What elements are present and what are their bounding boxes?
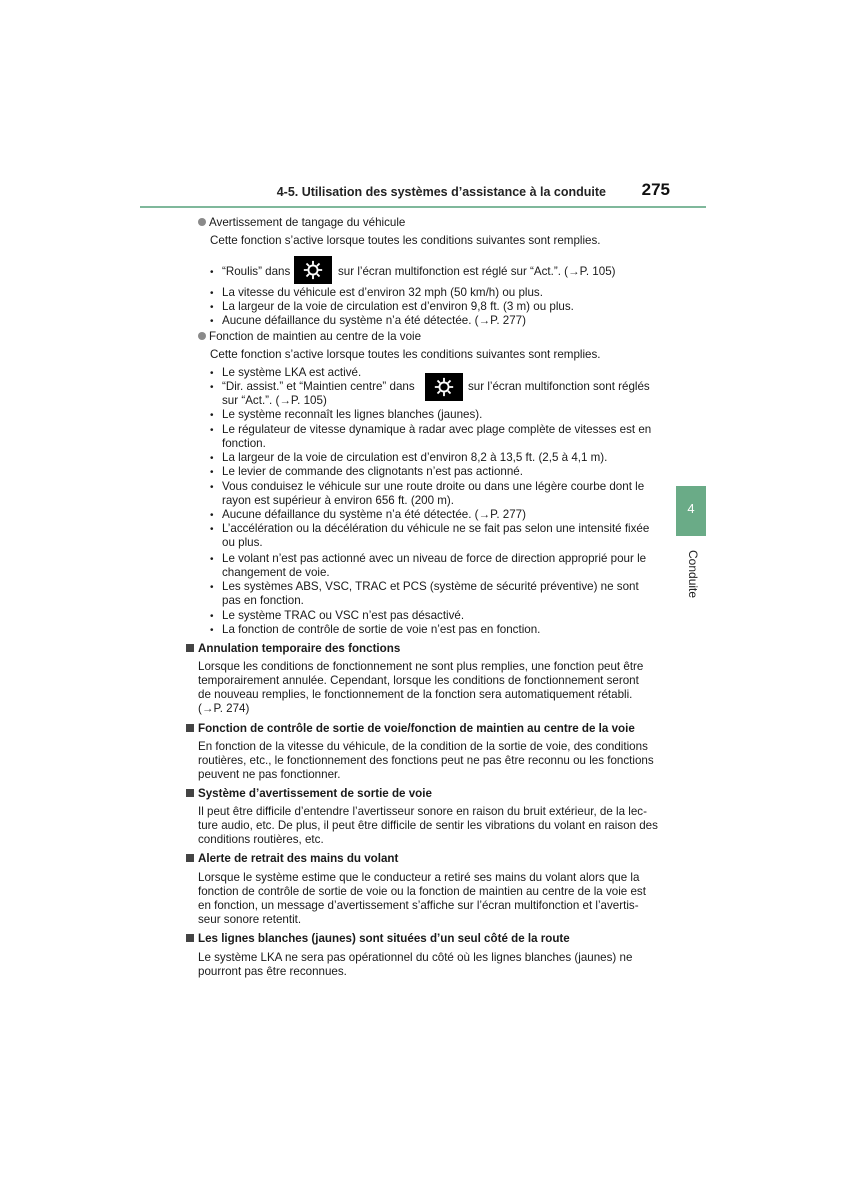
list-bullet: •	[210, 316, 214, 327]
list-bullet: •	[210, 625, 214, 636]
list-item-cont: rayon est supérieur à environ 656 ft. (200 m).	[222, 494, 454, 507]
header-rule	[140, 206, 706, 208]
paragraph-line: Il peut être difficile d’entendre l’avertisseur sonore en raison du bruit extérieur, de la lec-	[198, 805, 647, 818]
list-item-cont: pas en fonction.	[222, 594, 304, 607]
list-item: Les systèmes ABS, VSC, TRAC et PCS (système de sécurité préventive) ne sont	[222, 580, 639, 593]
paragraph-line: temporairement annulée. Cependant, lorsque les conditions de fonctionnement seront	[198, 674, 639, 687]
page-number: 275	[641, 180, 670, 199]
paragraph: Cette fonction s’active lorsque toutes les conditions suivantes sont remplies.	[210, 348, 601, 361]
paragraph-line: Lorsque les conditions de fonctionnement ne sont plus remplies, une fonction peut être	[198, 660, 644, 673]
list-item-cont: sur l’écran multifonction est réglé sur “Act.”. (→P. 105)	[338, 265, 616, 278]
list-bullet: •	[210, 467, 214, 478]
list-item: La fonction de contrôle de sortie de voie n’est pas en fonction.	[222, 623, 541, 636]
paragraph-line: conditions routières, etc.	[198, 833, 324, 846]
paragraph: Cette fonction s’active lorsque toutes les conditions suivantes sont remplies.	[210, 234, 601, 247]
settings-gear-icon	[294, 256, 332, 284]
list-item: Vous conduisez le véhicule sur une route droite ou dans une légère courbe dont le	[222, 480, 645, 493]
list-bullet: •	[210, 611, 214, 622]
list-item: Le régulateur de vitesse dynamique à radar avec plage complète de vitesses est en	[222, 423, 652, 436]
list-bullet: •	[210, 288, 214, 299]
list-item-cont: sur l’écran multifonction sont réglés	[468, 380, 650, 393]
list-item: Le système reconnaît les lignes blanches (jaunes).	[222, 408, 483, 421]
list-bullet: •	[210, 368, 214, 379]
square-bullet-icon	[186, 724, 194, 732]
list-item: La largeur de la voie de circulation est d’environ 9,8 ft. (3 m) ou plus.	[222, 300, 574, 313]
list-item: Le levier de commande des clignotants n’est pas actionné.	[222, 465, 523, 478]
list-item-cont: ou plus.	[222, 536, 263, 549]
paragraph-line: routières, etc., le fonctionnement des fonctions peut ne pas être reconnu ou les fonctions	[198, 754, 654, 767]
subsection-heading: Avertissement de tangage du véhicule	[198, 216, 405, 230]
list-bullet: •	[210, 510, 214, 521]
paragraph-line: seur sonore retentit.	[198, 913, 302, 926]
list-bullet: •	[210, 410, 214, 421]
paragraph-line: peuvent ne pas fonctionner.	[198, 768, 341, 781]
list-item: La largeur de la voie de circulation est d’environ 8,2 à 13,5 ft. (2,5 à 4,1 m).	[222, 451, 608, 464]
paragraph-line: En fonction de la vitesse du véhicule, de la condition de la sortie de voie, des conditions	[198, 740, 648, 753]
list-bullet: •	[210, 267, 214, 278]
list-bullet: •	[210, 554, 214, 565]
paragraph-line: Le système LKA ne sera pas opérationnel du côté où les lignes blanches (jaunes) ne	[198, 951, 633, 964]
list-item: “Roulis” dans	[222, 265, 291, 278]
list-item-cont: fonction.	[222, 437, 266, 450]
list-item: Le système LKA est activé.	[222, 366, 362, 379]
list-item: Le système TRAC ou VSC n’est pas désactivé.	[222, 609, 465, 622]
chapter-tab: 4	[676, 486, 706, 536]
square-bullet-icon	[186, 934, 194, 942]
list-bullet: •	[210, 425, 214, 436]
section-heading: Les lignes blanches (jaunes) sont situées d’un seul côté de la route	[186, 932, 570, 946]
list-item: Le volant n’est pas actionné avec un niveau de force de direction approprié pour le	[222, 552, 647, 565]
section-heading: Alerte de retrait des mains du volant	[186, 852, 398, 866]
list-bullet: •	[210, 302, 214, 313]
square-bullet-icon	[186, 854, 194, 862]
subsection-heading: Fonction de maintien au centre de la voie	[198, 330, 421, 344]
paragraph-line: (→P. 274)	[198, 702, 250, 715]
paragraph-line: ture audio, etc. De plus, il peut être difficile de sentir les vibrations du volant en raison des	[198, 819, 658, 832]
list-item-cont: changement de voie.	[222, 566, 330, 579]
circle-bullet-icon	[198, 218, 206, 226]
list-item-cont: sur “Act.”. (→P. 105)	[222, 394, 327, 407]
paragraph-line: fonction de contrôle de sortie de voie ou la fonction de maintien au centre de la voie est	[198, 885, 646, 898]
list-bullet: •	[210, 582, 214, 593]
list-item: Aucune défaillance du système n’a été détectée. (→P. 277)	[222, 508, 526, 521]
square-bullet-icon	[186, 789, 194, 797]
list-item: L’accélération ou la décélération du véhicule ne se fait pas selon une intensité fixée	[222, 522, 650, 535]
page-header	[140, 176, 706, 206]
list-item: “Dir. assist.” et “Maintien centre” dans	[222, 380, 415, 393]
list-bullet: •	[210, 453, 214, 464]
paragraph-line: pourront pas être reconnues.	[198, 965, 347, 978]
paragraph-line: en fonction, un message d’avertissement s’affiche sur l’écran multifonction et l’avertis-	[198, 899, 639, 912]
paragraph-line: Lorsque le système estime que le conducteur a retiré ses mains du volant alors que la	[198, 871, 640, 884]
section-heading: Annulation temporaire des fonctions	[186, 642, 400, 656]
square-bullet-icon	[186, 644, 194, 652]
list-bullet: •	[210, 382, 214, 393]
section-heading: Système d’avertissement de sortie de voie	[186, 787, 432, 801]
circle-bullet-icon	[198, 332, 206, 340]
list-bullet: •	[210, 524, 214, 535]
list-bullet: •	[210, 482, 214, 493]
section-title: 4-5. Utilisation des systèmes d’assistance à la conduite	[276, 185, 606, 199]
list-item: Aucune défaillance du système n’a été détectée. (→P. 277)	[222, 314, 526, 327]
settings-gear-icon	[425, 373, 463, 401]
paragraph-line: de nouveau remplies, le fonctionnement de la fonction sera automatiquement rétabli.	[198, 688, 633, 701]
section-heading: Fonction de contrôle de sortie de voie/fonction de maintien au centre de la voie	[186, 722, 635, 736]
list-item: La vitesse du véhicule est d’environ 32 mph (50 km/h) ou plus.	[222, 286, 543, 299]
chapter-label: Conduite	[686, 550, 700, 599]
